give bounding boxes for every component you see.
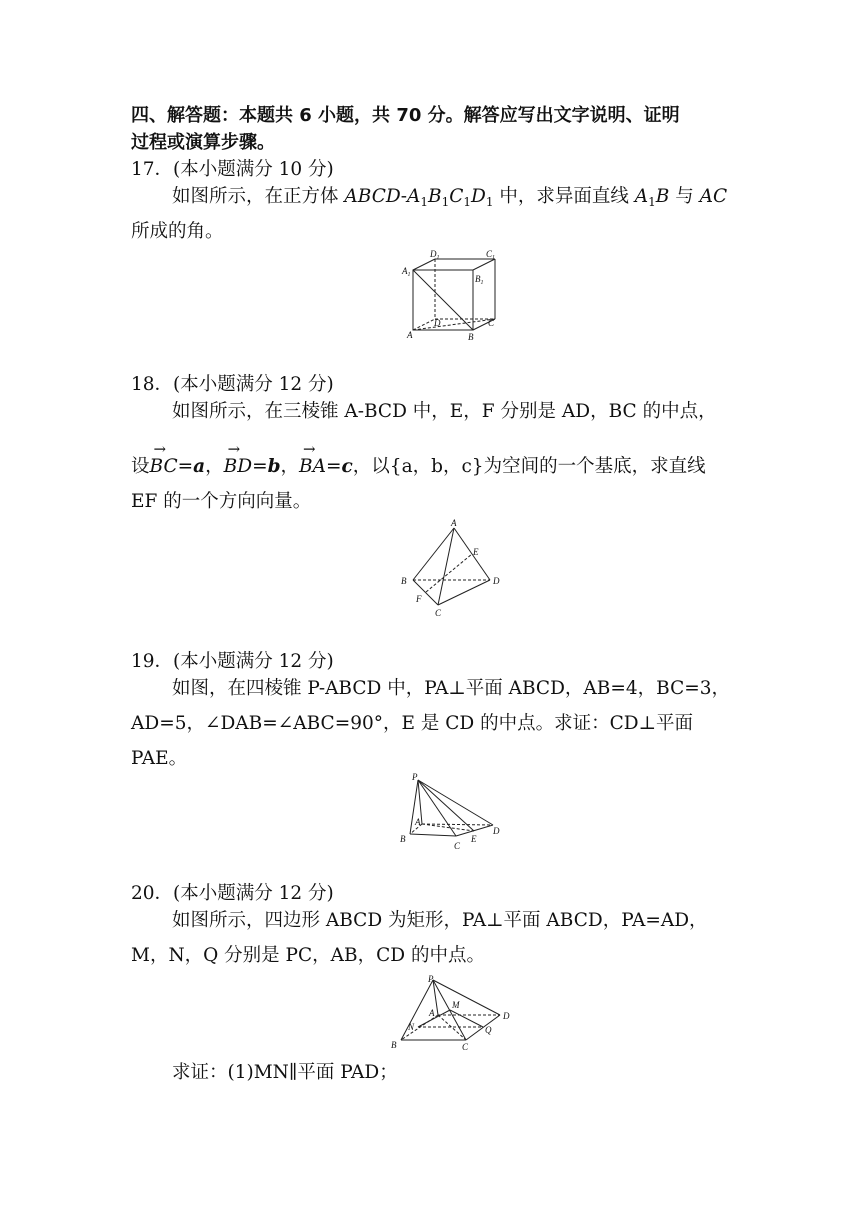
q20-header: 20．(本小题满分 12 分) xyxy=(131,883,334,904)
svg-text:A: A xyxy=(451,518,457,528)
q20-proof-part-1: 求证：(1)MN∥平面 PAD； xyxy=(172,1062,398,1083)
q17-header: 17．(本小题满分 10 分) xyxy=(131,159,334,180)
svg-text:A: A xyxy=(407,330,413,340)
q19-pyramid-figure xyxy=(398,772,508,854)
q17-text-cont: 所成的角。 xyxy=(131,221,224,242)
svg-text:A1: $A_1$ xyxy=(402,266,411,278)
q18-header: 18．(本小题满分 12 分) xyxy=(131,374,334,395)
svg-text:P: P xyxy=(412,772,418,782)
svg-text:P: P xyxy=(428,974,434,984)
q19-text: 如图，在四棱锥 P-ABCD 中，PA⊥平面 ABCD，AB=4，BC=3， xyxy=(172,678,731,699)
svg-text:C: C xyxy=(462,1042,469,1052)
svg-text:D1: $D_1$ xyxy=(430,249,440,261)
q18-text-cont: 设→ BC=a，→ BD=b，→ BA=c，以{a，b，c}为空间的一个基底，求直线 xyxy=(131,455,706,479)
svg-text:C: C xyxy=(435,608,442,618)
svg-text:A: A xyxy=(415,817,421,827)
q18-tetrahedron-figure xyxy=(398,518,508,623)
q20-text-cont: M，N，Q 分别是 PC，AB，CD 的中点。 xyxy=(131,945,485,966)
q19-text-cont-2: PAE。 xyxy=(131,748,188,769)
svg-text:D: D xyxy=(503,1011,510,1021)
svg-text:B: B xyxy=(401,576,407,586)
svg-text:C: C xyxy=(454,841,461,851)
svg-text:B1: $B_1$ xyxy=(475,274,484,286)
svg-text:E: E xyxy=(473,547,479,557)
svg-text:C1: $C_1$ xyxy=(486,249,496,261)
svg-text:B: B xyxy=(468,332,474,342)
svg-text:E: E xyxy=(471,834,477,844)
q18-text: 如图所示，在三棱锥 A-BCD 中，E，F 分别是 AD，BC 的中点， xyxy=(172,401,717,422)
svg-text:B: B xyxy=(391,1040,397,1050)
svg-text:C: C xyxy=(488,318,495,328)
q19-header: 19．(本小题满分 12 分) xyxy=(131,651,334,672)
section-heading: 四、解答题：本题共 6 小题，共 70 分。解答应写出文字说明、证明 xyxy=(131,105,680,126)
q19-text-cont: AD=5，∠DAB=∠ABC=90°，E 是 CD 的中点。求证：CD⊥平面 xyxy=(131,713,694,734)
svg-text:D: D xyxy=(493,576,500,586)
svg-text:M: M xyxy=(452,1000,460,1010)
svg-text:A: A xyxy=(429,1008,435,1018)
svg-text:B: B xyxy=(400,834,406,844)
svg-text:D: D xyxy=(493,826,500,836)
svg-text:Q: Q xyxy=(485,1025,492,1035)
q17-text: 如图所示，在正方体 ABCD-$A_1B_1C_1D_1$ 中，求异面直线 $A_1B$ 与 AC xyxy=(172,186,728,209)
section-heading-cont: 过程或演算步骤。 xyxy=(131,132,275,153)
svg-text:D: D xyxy=(434,318,441,328)
q18-text-cont-2: EF 的一个方向向量。 xyxy=(131,491,312,512)
q20-pyramid-figure xyxy=(388,972,518,1054)
q20-text: 如图所示，四边形 ABCD 为矩形，PA⊥平面 ABCD，PA=AD， xyxy=(172,910,708,931)
svg-text:N: N xyxy=(408,1022,415,1032)
svg-text:F: F xyxy=(416,594,422,604)
q17-cube-figure xyxy=(398,248,503,343)
